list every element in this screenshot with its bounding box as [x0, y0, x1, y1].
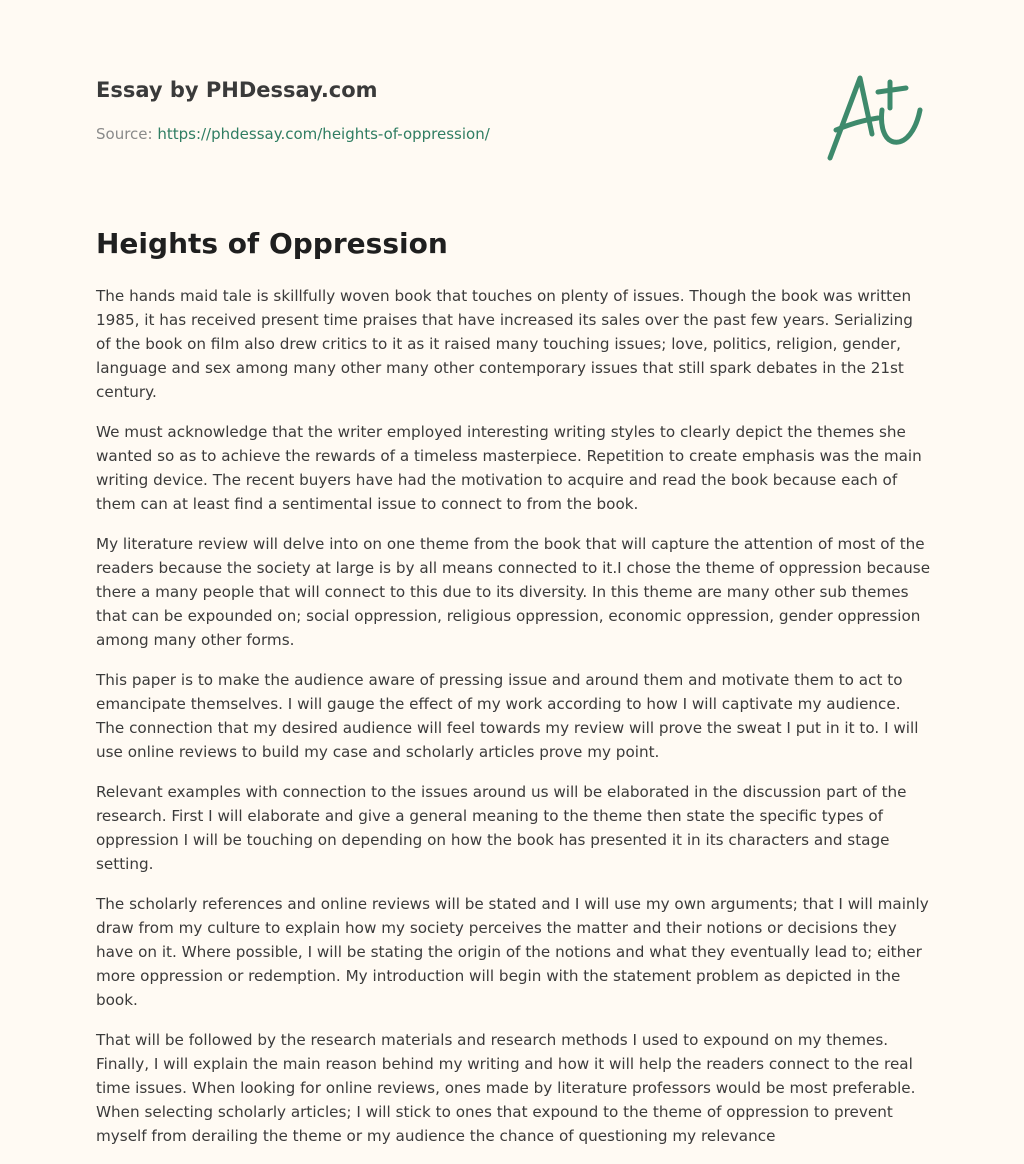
essay-paragraph: We must acknowledge that the writer employed interesting writing styles to clearly depict the themes she wanted so as to achieve the rewards of a timeless masterpiece. Repetition to create emphasis was the main writing device. The recent buyers have had the motivation to acquire and read the book because each of them can at least find a sentimental issue to connect to from the book. [96, 423, 922, 513]
essay-title: Heights of Oppression [96, 227, 448, 260]
essay-paragraph: That will be followed by the research materials and research methods I used to expound on my themes. Finally, I will explain the main reason behind my writing and how it will help the readers connect to the real time issues. When looking for online reviews, ones made by literature professors would be most preferable. When selecting scholarly articles; I will stick to ones that expound to the theme of oppression to prevent myself from derailing the theme or my audience the chance of questioning my relevance [96, 1031, 916, 1145]
source-label: Source: [96, 125, 158, 143]
source-line [96, 124, 796, 144]
essay-paragraph: This paper is to make the audience aware of pressing issue and around them and motivate them to act to emancipate themselves. I will gauge the effect of my work according to how I will captivate my audience. The connection that my desired audience will feel towards my review will prove the sweat I put in it to. I will use online reviews to build my case and scholarly articles prove my point. [96, 671, 919, 761]
essay-paragraph: My literature review will delve into on one theme from the book that will capture the attention of most of the readers because the society at large is by all means connected to it.I chose the theme of oppression because there a many people that will connect to this due to its diversity. In this theme are many other sub themes that can be expounded on; social oppression, religious oppression, economic oppression, gender oppression among many other forms. [96, 535, 931, 649]
a-plus-logo-icon [820, 66, 930, 166]
header [96, 76, 796, 144]
source-link[interactable]: https://phdessay.com/heights-of-oppression/ [157, 125, 490, 143]
brand-title: Essay by PHDessay.com [96, 78, 378, 102]
essay-paragraph: Relevant examples with connection to the issues around us will be elaborated in the discussion part of the research. First I will elaborate and give a general meaning to the theme then state the specific types of oppression I will be touching on depending on how the book has presented it in its characters and stage setting. [96, 783, 907, 873]
essay-paragraph: The hands maid tale is skillfully woven book that touches on plenty of issues. Though the book was written 1985, it has received present time praises that have increased its sales over the past few years. Serializing of the book on film also drew critics to it as it raised many touching issues; love, politics, religion, gender, language and sex among many other many other contemporary issues that still spark debates in the 21st century. [96, 287, 913, 401]
essay-body [96, 284, 932, 1164]
essay-paragraph: The scholarly references and online reviews will be stated and I will use my own arguments; that I will mainly draw from my culture to explain how my society perceives the matter and their notions or decisions they have on it. Where possible, I will be stating the origin of the notions and what they eventually lead to; either more oppression or redemption. My introduction will begin with the statement problem as depicted in the book. [96, 895, 929, 1009]
